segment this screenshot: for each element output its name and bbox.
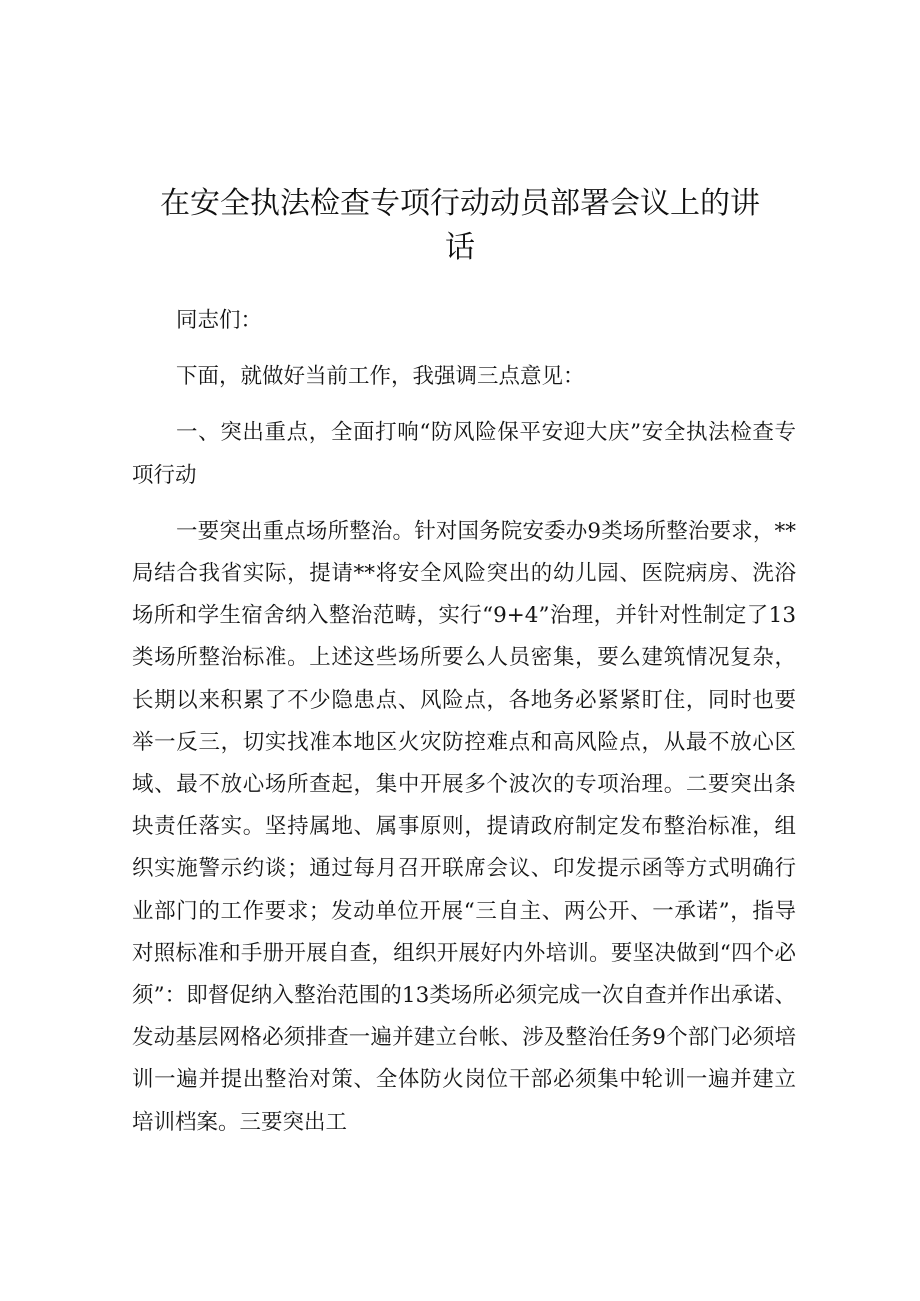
section-1-heading: 一、突出重点，全面打响“防风险保平安迎大庆”安全执法检查专项行动 [132, 420, 796, 488]
title-line-1: 在安全执法检查专项行动动员部署会议上的讲 [160, 186, 760, 221]
section-1-body: 一要突出重点场所整治。针对国务院安委办9类场所整治要求，**局结合我省实际，提请**将安全风险突出的幼儿园、医院病房、洗浴场所和学生宿舍纳入整治范畴，实行“9+4”治理，并针对性制定了13类场所整治标准。上述这些场所要么人员密集，要么建筑情况复杂，长期以来积累了不少隐患点、风险点，各地务必紧紧盯住，同时也要举一反三，切实找准本地区火灾防控难点和高风险点，从最不放心区域、最不放心场所查起，集中开展多个波次的专项治理。二要突出条块责任落实。坚持属地、属事原则，提请政府制定发布整治标准，组织实施警示约谈；通过每月召开联席会议、印发提示函等方式明确行业部门的工作要求；发动单位开展“三自主、两公开、一承诺”，指导对照标准和手册开展自查，组织开展好内外培训。要坚决做到“四个必须”：即督促纳入整治范围的13类场所必须完成一次自查并作出承诺、发动基层网格必须排查一遍并建立台帐、涉及整治任务9个部门必须培训一遍并提出整治对策、全体防火岗位干部必须集中轮训一遍并建立培训档案。三要突出工 [132, 518, 796, 1135]
title-line-2: 话 [445, 230, 475, 265]
document-title [150, 182, 770, 270]
document-body [132, 300, 796, 1144]
intro-paragraph: 下面，就做好当前工作，我强调三点意见： [176, 364, 585, 390]
salutation: 同志们： [176, 308, 263, 333]
